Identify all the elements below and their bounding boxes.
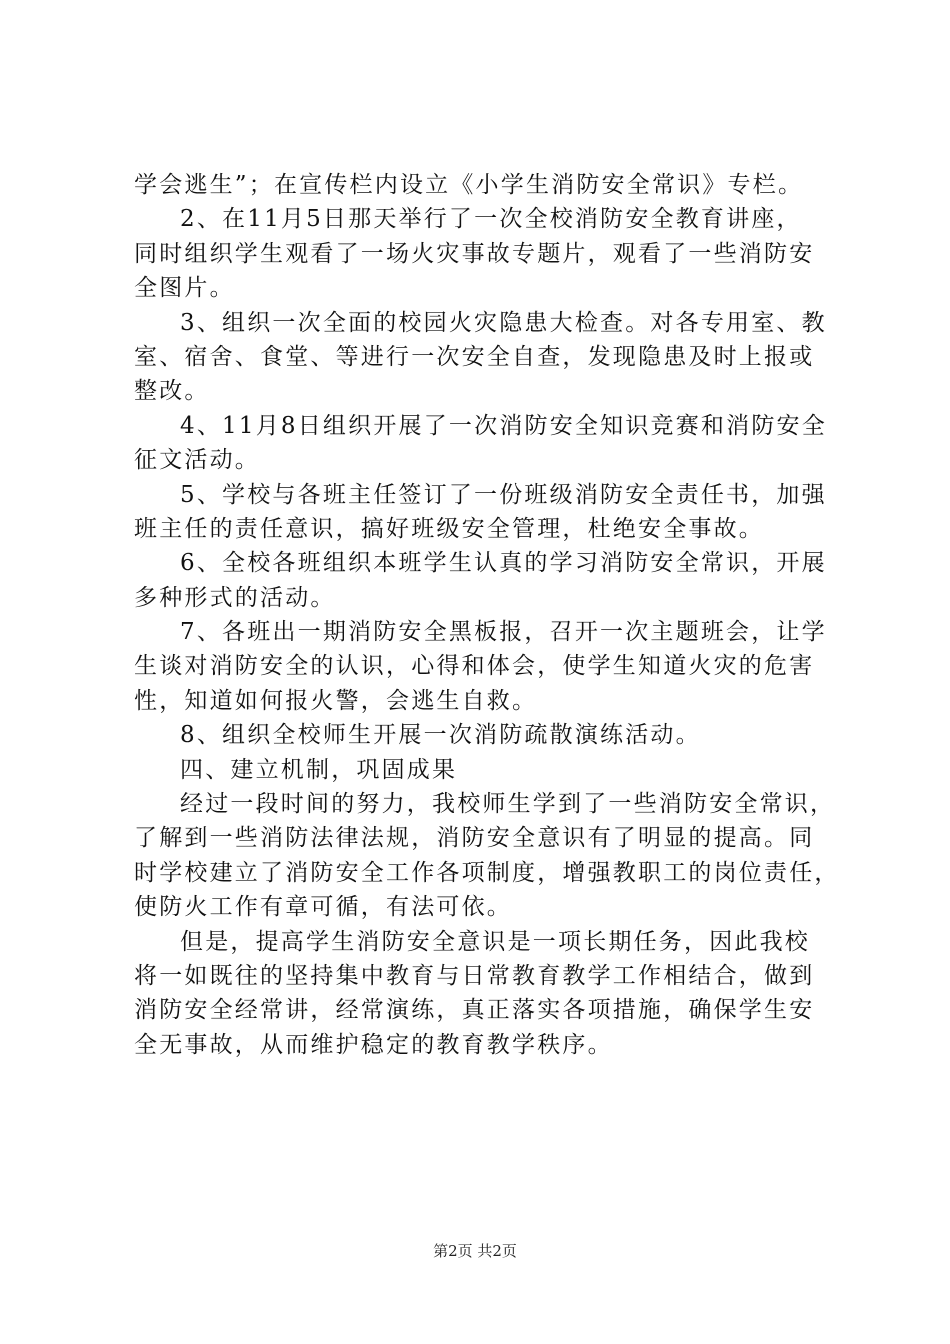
text-line: 整改。 — [134, 378, 210, 405]
text-line: 生谈对消防安全的认识，心得和体会，使学生知道火灾的危害 — [134, 653, 815, 680]
text-line: 4、11月8日组织开展了一次消防安全知识竞赛和消防安全 — [180, 412, 827, 439]
text-line: 四、建立机制，巩固成果 — [180, 756, 458, 783]
document-body — [134, 168, 840, 1062]
text-line: 征文活动。 — [134, 447, 260, 474]
text-line: 性，知道如何报火警，会逃生自救。 — [134, 687, 538, 714]
text-line: 室、宿舍、食堂、等进行一次安全自查，发现隐患及时上报或 — [134, 343, 815, 370]
text-line: 使防火工作有章可循，有法可依。 — [134, 894, 512, 921]
text-line: 2、在11月5日那天举行了一次全校消防安全教育讲座， — [180, 206, 802, 233]
text-line: 时学校建立了消防安全工作各项制度，增强教职工的岗位责任， — [134, 859, 840, 886]
text-line: 学会逃生”；在宣传栏内设立《小学生消防安全常识》专栏。 — [134, 172, 804, 198]
text-line: 将一如既往的坚持集中教育与日常教育教学工作相结合，做到 — [134, 962, 815, 989]
text-line: 8、组织全校师生开展一次消防疏散演练活动。 — [180, 722, 701, 749]
text-line: 了解到一些消防法律法规，消防安全意识有了明显的提高。同 — [134, 825, 815, 852]
text-line: 7、各班出一期消防安全黑板报，召开一次主题班会，让学 — [180, 619, 827, 646]
text-line: 但是，提高学生消防安全意识是一项长期任务，因此我校 — [180, 928, 810, 955]
text-line: 消防安全经常讲，经常演练，真正落实各项措施，确保学生安 — [134, 997, 815, 1024]
text-line: 全图片。 — [134, 275, 235, 302]
page-footer: 第2页 共2页 — [433, 1242, 517, 1260]
text-line: 多种形式的活动。 — [134, 584, 336, 611]
text-line: 5、学校与各班主任签订了一份班级消防安全责任书，加强 — [180, 481, 827, 508]
text-line: 3、组织一次全面的校园火灾隐患大检查。对各专用室、教 — [180, 309, 827, 336]
text-line: 同时组织学生观看了一场火灾事故专题片，观看了一些消防安 — [134, 240, 815, 267]
text-line: 全无事故，从而维护稳定的教育教学秩序。 — [134, 1031, 613, 1058]
text-line: 经过一段时间的努力，我校师生学到了一些消防安全常识， — [180, 791, 836, 818]
text-line: 班主任的责任意识，搞好班级安全管理，杜绝安全事故。 — [134, 515, 764, 542]
text-line: 6、全校各班组织本班学生认真的学习消防安全常识，开展 — [180, 550, 827, 577]
